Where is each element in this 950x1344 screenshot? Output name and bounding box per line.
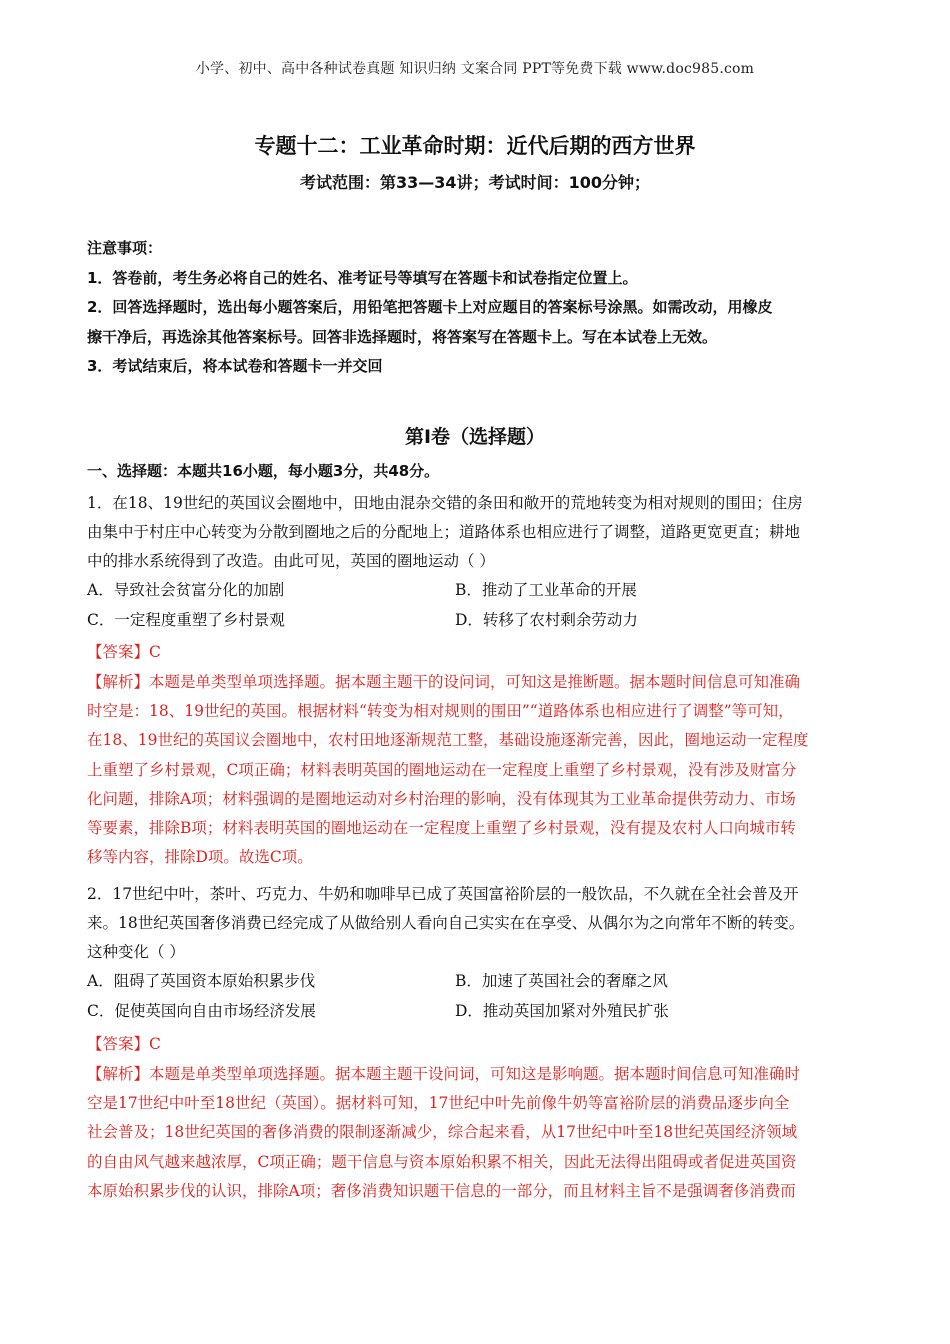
stem-line: 来。18世纪英国奢侈消费已经完成了从做给别人看向自己实实在在享受、从偶尔为之向常年不断的转变。 — [87, 914, 805, 933]
exam-subtitle: 考试范围：第33—34讲；考试时间：100分钟； — [300, 173, 650, 192]
exam-title: 专题十二：工业革命时期：近代后期的西方世界 — [254, 134, 696, 158]
question-2-analysis — [87, 1060, 877, 1206]
notes-line: 3．考试结束后，将本试卷和答题卡一并交回 — [87, 357, 383, 375]
question-2-options-row-1 — [87, 969, 877, 998]
notes-section — [87, 234, 877, 382]
question-1-analysis — [87, 668, 877, 872]
notes-heading: 注意事项： — [87, 239, 163, 257]
analysis-line: 社会普及；18世纪英国的奢侈消费的限制逐渐减少，综合起来看，从17世纪中叶至18世纪英国经济领域 — [87, 1123, 798, 1142]
notes-line: 2．回答选择题时，选出每小题答案后，用铅笔把答题卡上对应题目的答案标号涂黑。如需改动，用橡皮 — [87, 298, 773, 316]
section-title: 第Ⅰ卷（选择题） — [404, 426, 546, 448]
stem-line: 这种变化（ ） — [87, 943, 185, 962]
notes-line: 1．答卷前，考生务必将自己的姓名、准考证号等填写在答题卡和试卷指定位置上。 — [87, 268, 638, 287]
analysis-line: 【解析】本题是单类型单项选择题。据本题主题干的设问词，可知这是推断题。据本题时间信息可知准确 — [87, 673, 801, 691]
analysis-line: 的自由风气越来越浓厚，C项正确；题干信息与资本原始积累不相关，因此无法得出阻碍或者促进英国资 — [87, 1152, 797, 1171]
option-d: D．推动英国加紧对外殖民扩张 — [455, 1002, 669, 1020]
question-1-options-row-1 — [87, 578, 877, 607]
option-c: C．促使英国向自由市场经济发展 — [87, 1002, 316, 1020]
analysis-line: 时空是：18、19世纪的英国。根据材料“转变为相对规则的围田”“道路体系也相应进行了调整”等可知， — [87, 702, 794, 721]
question-1-stem — [87, 489, 877, 577]
option-c: C．一定程度重塑了乡村景观 — [87, 611, 285, 629]
stem-line: 2．17世纪中叶，茶叶、巧克力、牛奶和咖啡早已成了英国富裕阶层的一般饮品，不久就在全社会普及开 — [87, 885, 799, 903]
question-1-options-row-2 — [87, 608, 877, 637]
analysis-line: 本原始积累步伐的认识，排除A项；奢侈消费知识题干信息的一部分，而且材料主旨不是强调奢侈消费而 — [87, 1181, 796, 1200]
analysis-line: 【解析】本题是单类型单项选择题。据本题主题干设问词，可知这是影响题。据本题时间信息可知准确时 — [87, 1065, 801, 1083]
analysis-line: 化问题，排除A项；材料强调的是圈地运动对乡村治理的影响，没有体现其为工业革命提供劳动力、市场 — [87, 789, 796, 808]
stem-line: 中的排水系统得到了改造。由此可见，英国的圈地运动（ ） — [87, 552, 495, 571]
answer-line: 【答案】C — [87, 1035, 161, 1053]
question-1-answer — [87, 638, 877, 667]
analysis-line: 上重塑了乡村景观，C项正确；材料表明英国的圈地运动在一定程度上重塑了乡村景观，没有涉及财富分 — [87, 760, 797, 779]
answer-line: 【答案】C — [87, 643, 161, 661]
part-title: 一、选择题：本题共16小题，每小题3分，共48分。 — [87, 462, 440, 480]
question-2-options-row-2 — [87, 999, 877, 1028]
stem-line: 由集中于村庄中心转变为分散到圈地之后的分配地上；道路体系也相应进行了调整，道路更宽更直；耕地 — [87, 523, 801, 542]
analysis-line: 等要素，排除B项；材料表明英国的圈地运动在一定程度上重塑了乡村景观，没有提及农村人口向城市转 — [87, 818, 796, 837]
stem-line: 1．在18、19世纪的英国议会圈地中，田地由混杂交错的条田和敞开的荒地转变为相对规则的围田；住房 — [87, 494, 803, 512]
option-a: A．导致社会贫富分化的加剧 — [87, 581, 285, 599]
page-header: 小学、初中、高中各种试卷真题 知识归纳 文案合同 PPT等免费下载 www.doc985.com — [195, 61, 755, 77]
question-2-stem — [87, 880, 877, 968]
option-d: D．转移了农村剩余劳动力 — [455, 611, 638, 629]
analysis-line: 空是17世纪中叶至18世纪（英国）。据材料可知，17世纪中叶先前像牛奶等富裕阶层的消费品逐步向全 — [87, 1094, 790, 1113]
analysis-line: 在18、19世纪的英国议会圈地中，农村田地逐渐规范工整，基础设施逐渐完善，因此，圈地运动一定程度 — [87, 731, 809, 750]
option-b: B．推动了工业革命的开展 — [455, 581, 637, 599]
question-2-answer — [87, 1030, 877, 1059]
notes-line: 擦干净后，再选涂其他答案标号。回答非选择题时，将答案写在答题卡上。写在本试卷上无效。 — [87, 327, 718, 346]
option-b: B．加速了英国社会的奢靡之风 — [455, 972, 668, 990]
analysis-line: 移等内容，排除D项。故选C项。 — [87, 848, 313, 867]
option-a: A．阻碍了英国资本原始积累步伐 — [87, 972, 316, 990]
